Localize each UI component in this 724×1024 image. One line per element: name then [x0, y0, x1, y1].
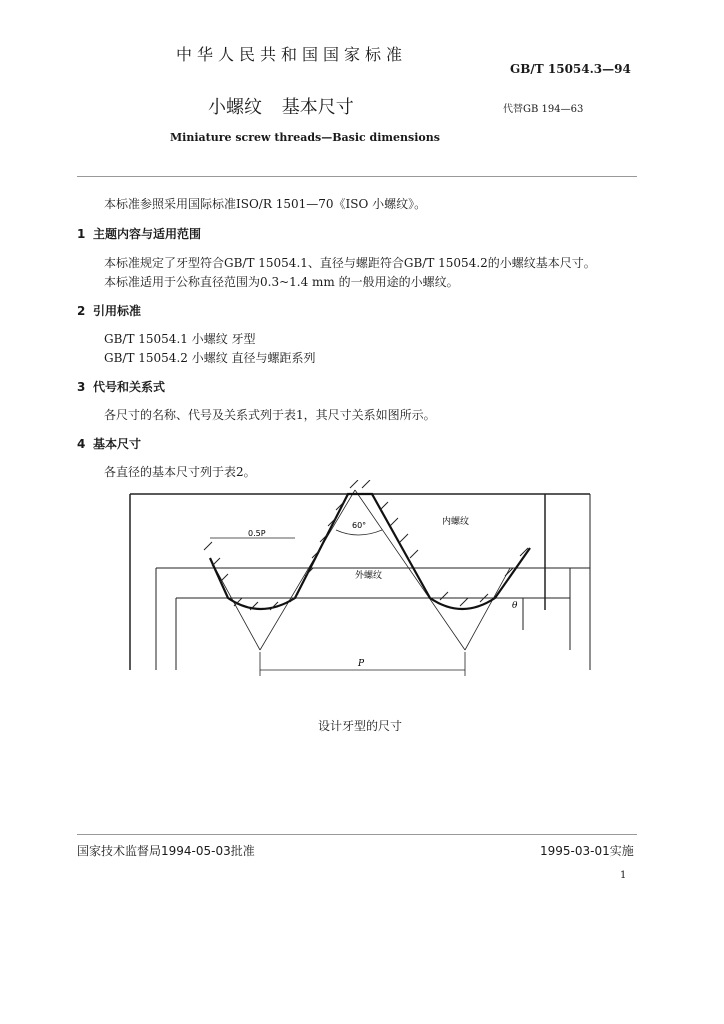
internal-thread-label: 内螺纹	[442, 517, 470, 527]
dimension-marks	[210, 530, 465, 676]
section-4-heading	[77, 435, 141, 452]
half-pitch-label: 0.5P	[248, 529, 266, 538]
section-number: 4	[77, 437, 86, 451]
angle-label: 60°	[352, 521, 367, 530]
section-number: 3	[77, 380, 86, 394]
section-3-line-1: 各尺寸的名称、代号及关系式列于表1，其尺寸关系如图所示。	[104, 408, 436, 422]
footer-divider	[77, 834, 637, 835]
section-4-line-1: 各直径的基本尺寸列于表2。	[104, 465, 256, 479]
approval-note: 国家技术监督局1994-05-03批准	[77, 844, 255, 858]
external-thread-label: 外螺纹	[355, 571, 383, 581]
theta-label: θ	[512, 601, 518, 611]
section-2-line-2: GB/T 15054.2 小螺纹 直径与螺距系列	[104, 351, 316, 365]
section-title: 主题内容与适用范围	[93, 227, 202, 241]
section-number: 1	[77, 227, 86, 241]
pitch-label: P	[358, 659, 365, 669]
section-title: 引用标准	[93, 304, 142, 318]
section-1-line-2: 本标准适用于公称直径范围为0.3~1.4 mm 的一般用途的小螺纹。	[104, 275, 459, 289]
internal-thread-hatching	[312, 502, 528, 606]
basic-profile	[215, 490, 510, 650]
document-title-english: Miniature screw threads—Basic dimensions	[170, 131, 440, 144]
section-1-line-1: 本标准规定了牙型符合GB/T 15054.1、直径与螺距符合GB/T 15054.2的小螺纹基本尺寸。	[104, 256, 596, 270]
section-number: 2	[77, 304, 86, 318]
figure-caption: 设计牙型的尺寸	[318, 719, 403, 733]
page-number: 1	[620, 870, 627, 881]
replaces-note: 代替GB 194—63	[503, 104, 584, 115]
effective-date: 1995-03-01实施	[540, 844, 634, 858]
header-divider	[77, 176, 637, 177]
section-title: 基本尺寸	[93, 437, 142, 451]
section-title: 代号和关系式	[93, 380, 166, 394]
thread-profile-figure	[100, 480, 620, 680]
standard-code: GB/T 15054.3—94	[510, 62, 631, 76]
document-title: 小螺纹 基本尺寸	[208, 97, 354, 118]
section-2-line-1: GB/T 15054.1 小螺纹 牙型	[104, 332, 256, 346]
intro-paragraph: 本标准参照采用国际标准ISO/R 1501—70《ISO 小螺纹》。	[104, 197, 427, 211]
section-2-heading	[77, 302, 141, 319]
section-3-heading	[77, 378, 165, 395]
national-standard-heading: 中华人民共和国国家标准	[176, 45, 408, 64]
section-1-heading	[77, 225, 201, 242]
